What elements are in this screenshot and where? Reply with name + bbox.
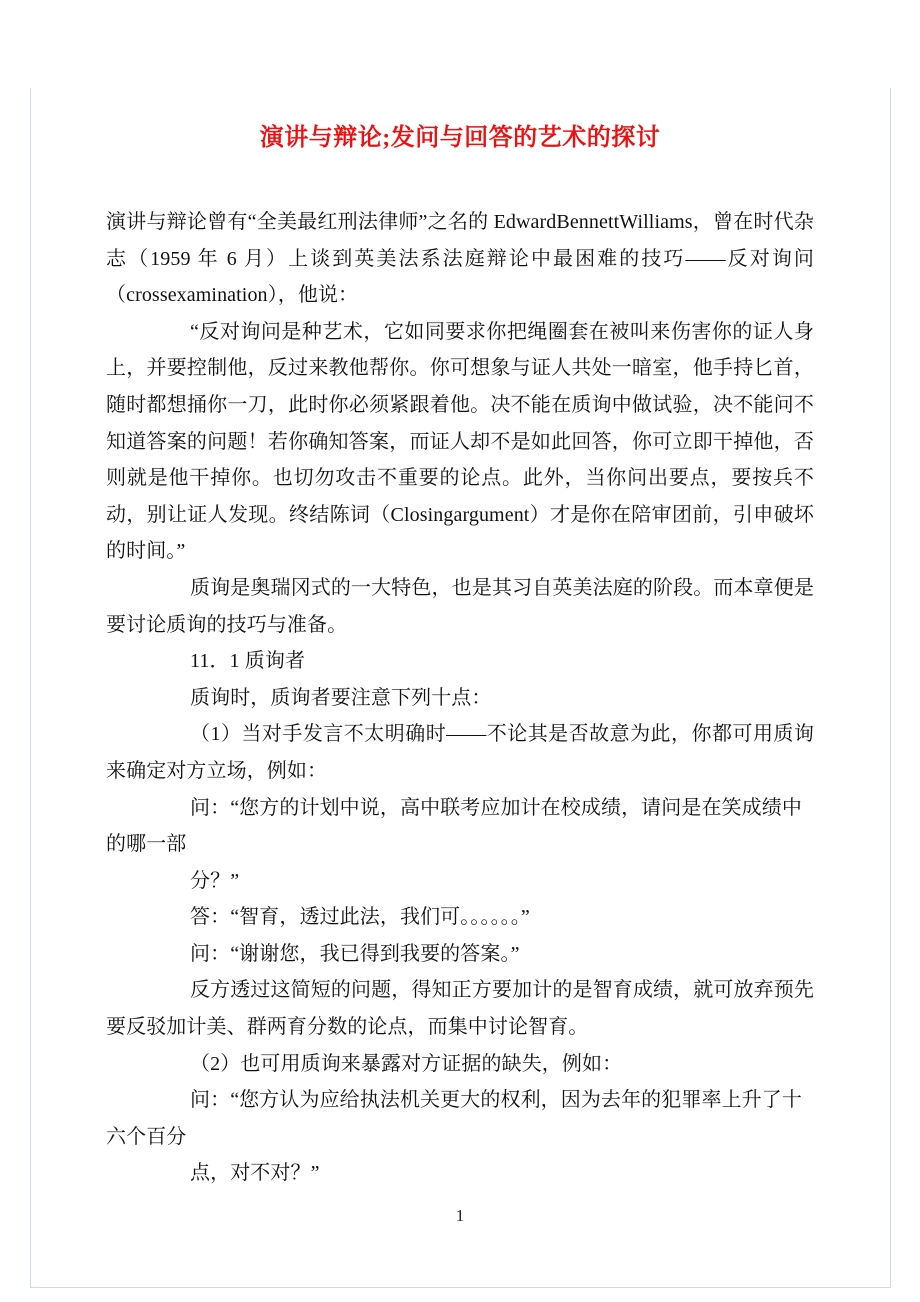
page-number: 1 [455, 1206, 465, 1225]
paragraph-question-line-3: 分？” [190, 869, 240, 892]
paragraph-intro: 演讲与辩论曾有“全美最红刑法律师”之名的 EdwardBennettWilliams，曾在时代杂志（1959 年 6 月）上谈到英美法系法庭辩论中最困难的技巧——反对询问（crossexamination），他说： [106, 211, 814, 307]
paragraph-answer-line: 答：“智育，透过此法，我们可。。。。。。” [190, 906, 530, 929]
paragraph-question2-line-3: 点，对不对？” [190, 1162, 320, 1185]
paragraph-point-1: （1）当对手发言不太明确时——不论其是否故意为此，你都可用质询来确定对方立场，例如： [106, 723, 814, 782]
document-title: 演讲与辩论;发问与回答的艺术的探讨 [259, 125, 661, 151]
paragraph-question-line-2: 的哪一部 [106, 833, 187, 856]
section-heading-11-1: 11．1 质询者 [190, 650, 306, 673]
paragraph-ten-points: 质询时，质询者要注意下列十点： [190, 686, 492, 709]
paragraph-analysis: 反方透过这简短的问题，得知正方要加计的是智育成绩，就可放弃预先要反驳加计美、群两育分数的论点，而集中讨论智育。 [106, 979, 814, 1039]
document-body [106, 204, 814, 1192]
paragraph-question2-line-2: 六个百分 [106, 1125, 187, 1148]
paragraph-question2-line-1: 问：“您方认为应给执法机关更大的权利，因为去年的犯罪率上升了十 [190, 1089, 802, 1112]
paragraph-point-2: （2）也可用质询来暴露对方证据的缺失，例如： [190, 1052, 623, 1075]
paragraph-chapter-intro: 质询是奥瑞冈式的一大特色，也是其习自英美法庭的阶段。而本章便是要讨论质询的技巧与准备。 [106, 576, 814, 636]
paragraph-question-line-1: 问：“您方的计划中说，高中联考应加计在校成绩，请问是在笑成绩中 [190, 796, 802, 819]
paragraph-quote: “反对询问是种艺术，它如同要求你把绳圈套在被叫来伤害你的证人身上，并要控制他，反过来教他帮你。你可想象与证人共处一暗室，他手持匕首，随时都想捅你一刀，此时你必须紧跟着他。决不能在质询中做试验，决不能问不知道答案的问题！若你确知答案，而证人却不是如此回答，你可立即干掉他，否则就是他干掉你。也切勿攻击不重要的论点。此外，当你问出要点，要按兵不动，别让证人发现。终结陈词（Closingargument）才是你在陪审团前，引申破坏的时间。” [106, 320, 814, 563]
paragraph-question-thanks: 问：“谢谢您，我已得到我要的答案。” [190, 942, 520, 965]
